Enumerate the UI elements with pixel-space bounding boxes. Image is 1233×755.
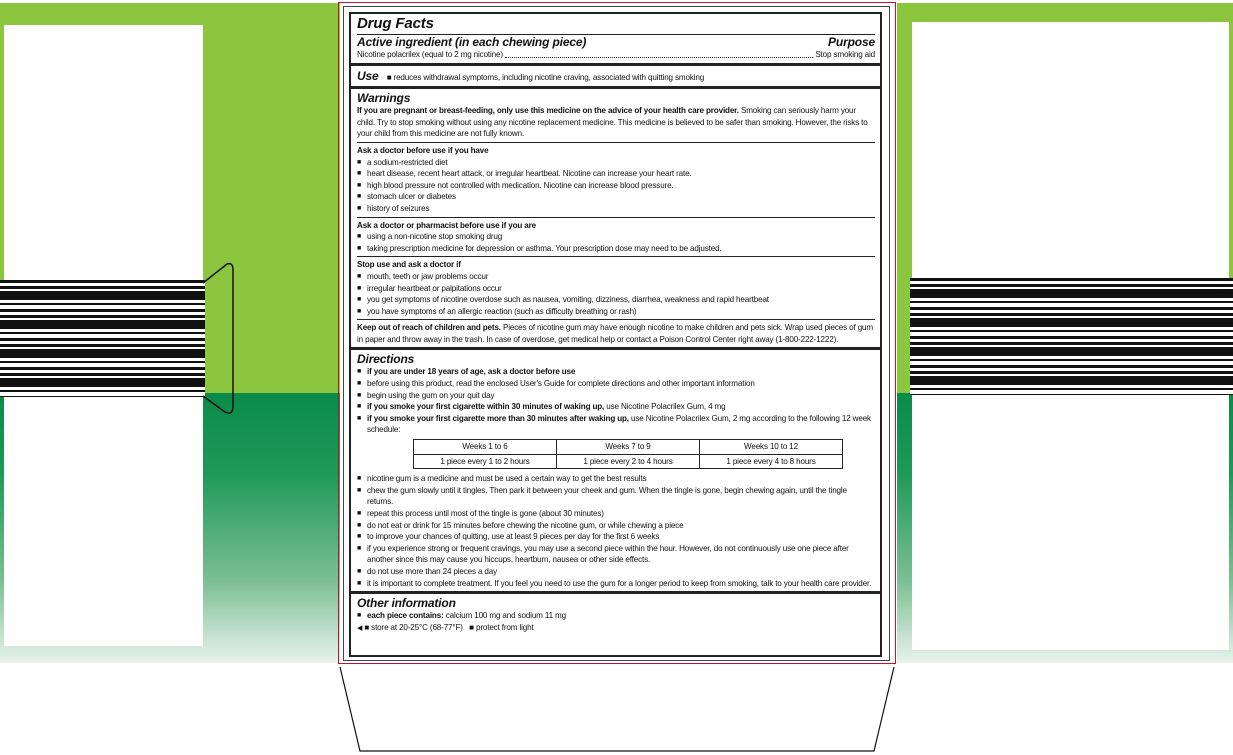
list-item: ■ nicotine gum is a medicine and must be used a certain way to get the best results <box>357 473 875 485</box>
list-item: ■ mouth, teeth or jaw problems occur <box>357 271 875 283</box>
schedule-header-cell: Weeks 10 to 12 <box>700 440 843 455</box>
active-ingredient-section <box>351 14 880 66</box>
schedule-value-cell: 1 piece every 1 to 2 hours <box>414 454 557 469</box>
triangle-marker-icon: ◀ <box>357 624 363 632</box>
active-ingredient-heading: Active ingredient (in each chewing piece) <box>357 35 587 49</box>
list-item: ■ if you experience strong or frequent cravings, you may use a second piece within the hour. However, do not continuously use one piece after another since this may cause you hiccups, heartburn, nausea or other side effects. <box>357 543 875 566</box>
pregnancy-warning: If you are pregnant or breast-feeding, only use this medicine on the advice of your health care provider. Smoking can seriously harm your child. Try to stop smoking without using any nicotine replacement medicine. This medicine is believed to be safer than smoking. However, the risks to your child from this medicine are not fully known. <box>357 106 868 139</box>
list-item: ■ do not use more than 24 pieces a day <box>357 566 875 578</box>
left-barcode-stripes <box>0 280 205 397</box>
list-item: ■ if you are under 18 years of age, ask a doctor before use <box>357 366 875 378</box>
use-heading: Use <box>357 68 379 83</box>
list-item: ■ to improve your chances of quitting, use at least 9 pieces per day for the first 6 weeks <box>357 531 875 543</box>
ask-pharmacist-heading: Ask a doctor or pharmacist before use if you are <box>357 220 537 230</box>
stop-use-block <box>357 256 875 317</box>
use-text: reduces withdrawal symptoms, including nicotine craving, associated with quitting smoking <box>393 72 705 82</box>
purpose-heading: Purpose <box>828 35 875 49</box>
table-row <box>414 440 843 455</box>
list-item: ■ begin using the gum on your quit day <box>357 390 875 402</box>
schedule-header-cell: Weeks 7 to 9 <box>557 440 700 455</box>
storage-line: ◀ ■ store at 20-25°C (68-77°F) ■ protect from light <box>357 622 534 632</box>
list-item: ■ if you smoke your first cigarette within 30 minutes of waking up, use Nicotine Polacrilex Gum, 4 mg <box>357 401 875 413</box>
left-tab-outline <box>195 258 240 420</box>
list-item: ■ do not eat or drink for 15 minutes before chewing the nicotine gum, or while chewing a piece <box>357 520 875 532</box>
keep-out-of-reach-block: Keep out of reach of children and pets. Pieces of nicotine gum may have enough nicotine to make children and pets sick. Wrap used pieces of gum in paper and throw away in the trash. In case of overdose, get medical help or contact a Poison Control Center right away (1-800-222-1222). <box>357 319 875 345</box>
right-barcode-stripes <box>910 278 1233 395</box>
warnings-section <box>351 89 880 350</box>
directions-heading: Directions <box>357 352 415 367</box>
stop-use-heading: Stop use and ask a doctor if <box>357 260 461 270</box>
active-ingredient-text: Nicotine polacrilex (equal to 2 mg nicotine) <box>357 50 503 59</box>
list-item: ■ stomach ulcer or diabetes <box>357 191 875 203</box>
warnings-heading: Warnings <box>357 91 411 106</box>
schedule-header-cell: Weeks 1 to 6 <box>414 440 557 455</box>
list-item: ■ each piece contains: calcium 100 mg and sodium 11 mg <box>357 610 875 622</box>
use-section: Use ■ reduces withdrawal symptoms, including nicotine craving, associated with quitting smoking <box>351 66 880 90</box>
purpose-text: Stop smoking aid <box>815 50 875 59</box>
other-information-heading: Other information <box>357 596 456 611</box>
other-information-section <box>351 594 880 636</box>
list-item: ■ heart disease, recent heart attack, or irregular heartbeat. Nicotine can increase your heart rate. <box>357 168 875 180</box>
bottom-flap-outline <box>336 663 898 755</box>
directions-section <box>351 350 880 594</box>
list-item: ■ if you smoke your first cigarette more than 30 minutes after waking up, use Nicotine Polacrilex Gum, 2 mg according to the following 12 week schedule: <box>357 413 875 436</box>
table-row <box>414 454 843 469</box>
list-item: ■ chew the gum slowly until it tingles. Then park it between your cheek and gum. When the tingle is gone, begin chewing again, until the tingle returns. <box>357 485 875 508</box>
list-item: ■ it is important to complete treatment. If you feel you need to use the gum for a longer period to keep from smoking, talk to your health care provider. <box>357 578 875 590</box>
list-item: ■ you get symptoms of nicotine overdose such as nausea, vomiting, dizziness, diarrhea, weakness and rapid heartbeat <box>357 294 875 306</box>
drug-facts-panel <box>349 12 882 657</box>
schedule-value-cell: 1 piece every 2 to 4 hours <box>557 454 700 469</box>
list-item: ■ history of seizures <box>357 203 875 215</box>
list-item: ■ before using this product, read the enclosed User's Guide for complete directions and other important information <box>357 378 875 390</box>
list-item: ■ taking prescription medicine for depression or asthma. Your prescription dose may need to be adjusted. <box>357 243 875 255</box>
ask-doctor-block <box>357 142 875 215</box>
list-item: ■ you have symptoms of an allergic reaction (such as difficulty breathing or rash) <box>357 306 875 318</box>
dosing-schedule-table <box>413 439 843 469</box>
list-item: ■ using a non-nicotine stop smoking drug <box>357 231 875 243</box>
ask-pharmacist-block <box>357 217 875 255</box>
list-item: ■ high blood pressure not controlled with medication. Nicotine can increase blood pressure. <box>357 180 875 192</box>
schedule-value-cell: 1 piece every 4 to 8 hours <box>700 454 843 469</box>
list-item: ■ a sodium-restricted diet <box>357 157 875 169</box>
ask-doctor-heading: Ask a doctor before use if you have <box>357 145 489 155</box>
drug-facts-title: Drug Facts <box>357 15 434 32</box>
list-item: ■ repeat this process until most of the tingle is gone (about 30 minutes) <box>357 508 875 520</box>
list-item: ■ irregular heartbeat or palpitations occur <box>357 283 875 295</box>
leader-dots <box>505 49 813 58</box>
